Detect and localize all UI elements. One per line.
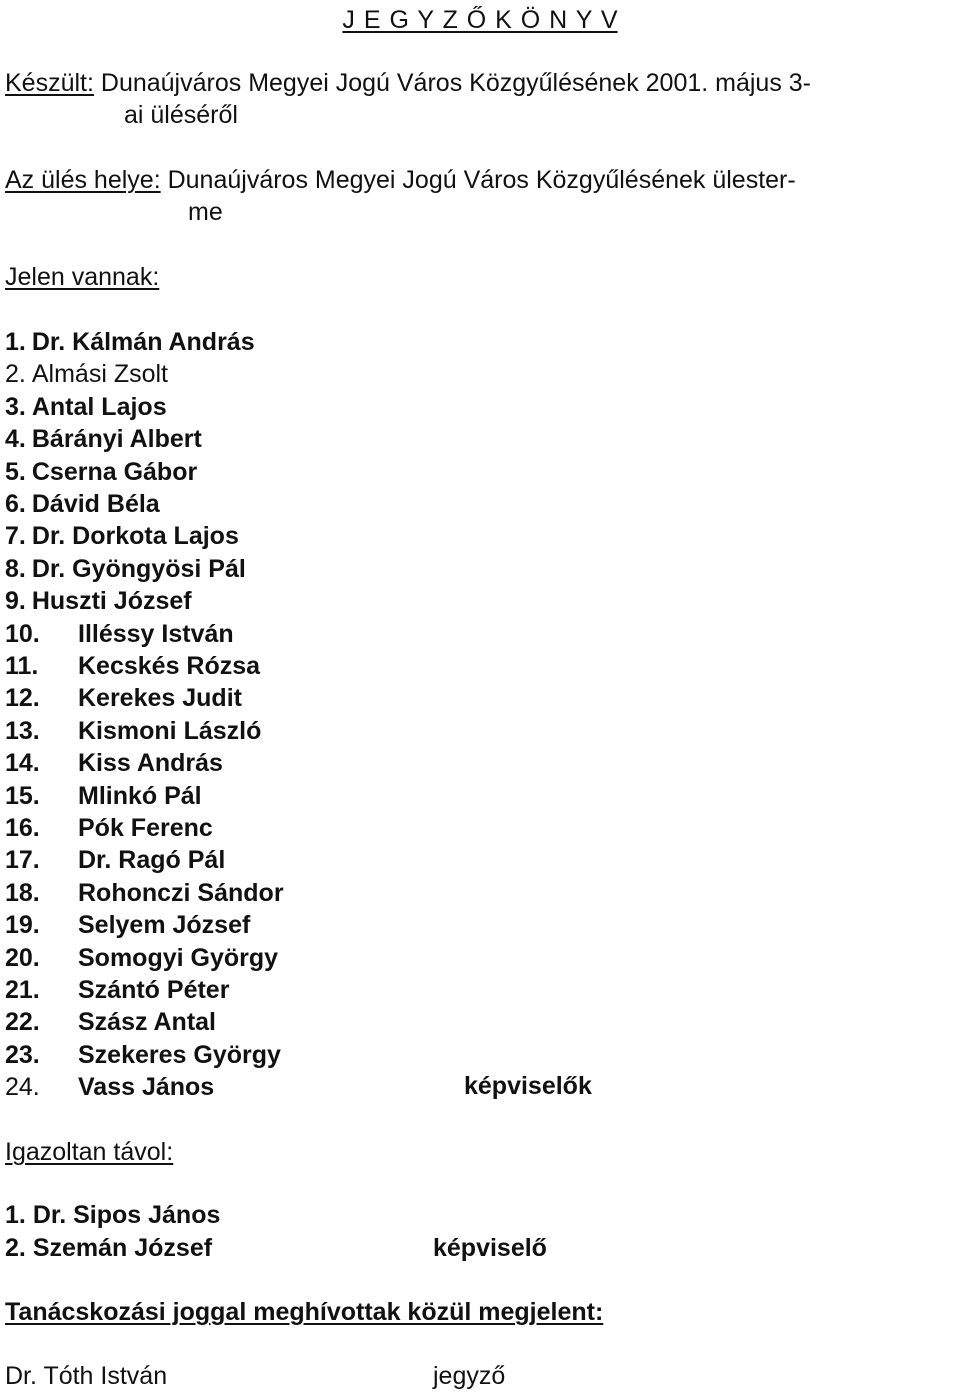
member-num: 4.: [5, 425, 26, 453]
ules-helye-text-line2: me: [188, 198, 223, 226]
member-num: 13.: [5, 717, 40, 745]
member-num: 10.: [5, 620, 40, 648]
member-name: Dr. Ragó Pál: [78, 846, 226, 874]
tavol-item-name: Dr. Sipos János: [32, 1201, 221, 1229]
member-name: Mlinkó Pál: [78, 782, 202, 810]
member-item: [5, 780, 202, 812]
ules-helye-label: Az ülés helye:: [5, 166, 161, 194]
member-item: [5, 488, 160, 520]
member-item: [5, 974, 229, 1006]
ules-helye-row: [5, 164, 796, 196]
member-item: [5, 812, 213, 844]
keszult-label: Készült:: [5, 69, 94, 97]
member-num: 1.: [5, 328, 26, 356]
member-item: [5, 844, 225, 876]
member-num: 9.: [5, 587, 26, 615]
member-name: Szász Antal: [78, 1008, 217, 1036]
tavol-item-num: 1.: [5, 1201, 26, 1229]
member-item: [5, 456, 197, 488]
member-name: Somogyi György: [78, 944, 279, 972]
member-name: Bárányi Albert: [31, 425, 202, 453]
tanacskozasi-role: jegyző: [433, 1362, 506, 1390]
member-item: [5, 1039, 281, 1071]
member-name: Kiss András: [78, 749, 223, 777]
member-name: Dávid Béla: [31, 490, 160, 518]
tavol-item-name: Szemán József: [32, 1234, 213, 1262]
tanacskozasi-heading: Tanácskozási joggal meghívottak közül megjelent:: [5, 1298, 604, 1326]
member-name: Kismoni László: [78, 717, 262, 745]
member-item: [5, 1006, 216, 1038]
document-title: J E G Y Z Ő K Ö N Y V: [342, 6, 618, 34]
member-num: 3.: [5, 393, 26, 421]
member-name: Antal Lajos: [31, 393, 167, 421]
member-num: 14.: [5, 749, 40, 777]
member-num: 8.: [5, 555, 26, 583]
member-num: 20.: [5, 944, 40, 972]
member-num: 11.: [5, 652, 39, 680]
member-num: 12.: [5, 684, 40, 712]
member-item: [5, 942, 278, 974]
member-num: 21.: [5, 976, 40, 1004]
member-item: [5, 682, 242, 714]
member-name: Szekeres György: [78, 1041, 281, 1069]
member-name: Szántó Péter: [78, 976, 230, 1004]
tavol-item: [5, 1232, 212, 1264]
member-num: 5.: [5, 458, 26, 486]
members-role: képviselők: [464, 1072, 592, 1100]
member-name: Selyem József: [78, 911, 251, 939]
member-item: [5, 391, 167, 423]
member-num: 15.: [5, 782, 40, 810]
tavol-item-num: 2.: [5, 1234, 26, 1262]
member-name: Dr. Dorkota Lajos: [31, 522, 239, 550]
member-item: [5, 585, 192, 617]
member-item: [5, 553, 246, 585]
member-item: [5, 909, 250, 941]
keszult-row: [5, 67, 811, 99]
member-item: [5, 326, 255, 358]
member-item: [5, 618, 234, 650]
tavol-role: képviselő: [433, 1234, 547, 1262]
member-num: 19.: [5, 911, 40, 939]
member-num: 2.: [5, 360, 26, 388]
member-name: Almási Zsolt: [31, 360, 168, 388]
member-name: Huszti József: [31, 587, 192, 615]
keszult-text-line2: ai üléséről: [124, 101, 238, 129]
ules-helye-text-line1: Dunaújváros Megyei Jogú Város Közgyűlésének ülester-: [167, 166, 796, 194]
member-num: 7.: [5, 522, 26, 550]
member-item: [5, 715, 261, 747]
member-name: Illéssy István: [78, 620, 234, 648]
jelen-heading: Jelen vannak:: [5, 263, 160, 291]
member-item: [5, 650, 260, 682]
member-num: 22.: [5, 1008, 40, 1036]
member-num: 16.: [5, 814, 40, 842]
member-item: [5, 423, 202, 455]
member-name: Kerekes Judit: [78, 684, 242, 712]
keszult-text-line1: Dunaújváros Megyei Jogú Város Közgyűlésének 2001. május 3-: [100, 69, 812, 97]
member-name: Rohonczi Sándor: [78, 879, 284, 907]
member-num: 17.: [5, 846, 40, 874]
member-name: Cserna Gábor: [31, 458, 198, 486]
member-item: [5, 520, 239, 552]
member-item: [5, 358, 168, 390]
tanacskozasi-name: Dr. Tóth István: [5, 1362, 168, 1390]
member-name: Kecskés Rózsa: [78, 652, 261, 680]
member-num: 24.: [5, 1073, 40, 1101]
member-name: Dr. Gyöngyösi Pál: [31, 555, 246, 583]
member-item: [5, 877, 284, 909]
member-item: [5, 1071, 214, 1103]
member-name: Pók Ferenc: [78, 814, 213, 842]
member-num: 6.: [5, 490, 26, 518]
tavol-heading: Igazoltan távol:: [5, 1138, 174, 1166]
member-name: Vass János: [78, 1073, 215, 1101]
tavol-item: [5, 1199, 220, 1231]
member-item: [5, 747, 223, 779]
member-name: Dr. Kálmán András: [31, 328, 255, 356]
member-num: 23.: [5, 1041, 40, 1069]
member-num: 18.: [5, 879, 40, 907]
